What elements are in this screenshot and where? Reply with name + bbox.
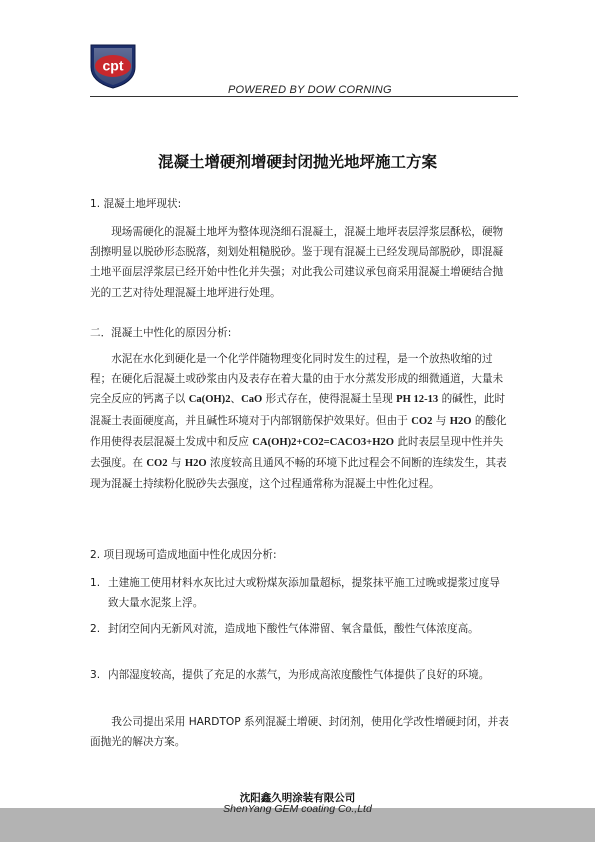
section-2-heading: 二．混凝土中性化的原因分析: bbox=[90, 327, 232, 339]
svg-text:cpt: cpt bbox=[102, 57, 124, 74]
list-item-number: 3. bbox=[90, 669, 101, 681]
section-1-heading: 1. 混凝土地坪现状: bbox=[90, 198, 182, 210]
closing-paragraph: 我公司提出采用 HARDTOP 系列混凝土增硬、封闭剂，使用化学改性增硬封闭，并表面抛光的解决方案。 bbox=[90, 716, 509, 749]
list-item: 封闭空间内无新风对流，造成地下酸性气体滞留、氧含量低，酸性气体浓度高。 bbox=[108, 623, 479, 635]
footer-company-cn: 沈阳鑫久明涂装有限公司 bbox=[239, 792, 356, 804]
footer-company-en: ShenYang GEM coating Co.,Ltd bbox=[223, 803, 372, 815]
document-title: 混凝土增硬剂增硬封闭抛光地坪施工方案 bbox=[157, 153, 437, 171]
list-item: 土建施工使用材料水灰比过大或粉煤灰添加量超标，提浆抹平施工过晚或提浆过度导致大量水泥浆上浮。 bbox=[108, 577, 500, 610]
section-3-heading: 2. 项目现场可造成地面中性化成因分析: bbox=[90, 549, 277, 561]
section-2-paragraph: 水泥在水化到硬化是一个化学伴随物理变化同时发生的过程，是一个放热收缩的过程；在硬化后混凝土或砂浆由内及表存在着大量的由于水分蒸发形成的细微通道，大量未完全反应的钙离子以 Ca(OH)2、CaO 形式存在，使得混凝土呈现 PH 12-13 的碱性，此时混凝土表面硬度高，并且碱性环境对于内部钢筋保护效果好。但由于 CO2 与 H2O 的酸化作用使得表层混凝土发成中和反应 CA(OH)2+CO2=CACO3+H2O 此时表层呈现中性并失去强度。在 CO2 与 H2O 浓度较高且通风不畅的环境下此过程会不间断的连续发生，其表现为混凝土持续粉化脱砂失去强度，这个过程通常称为混凝土中性化过程。 bbox=[90, 353, 507, 491]
list-item-number: 1. bbox=[90, 577, 101, 589]
section-1-paragraph: 现场需硬化的混凝土地坪为整体现浇细石混凝土，混凝土地坪表层浮浆层酥松，硬物刮擦明显以脱砂形态脱落，刻划处粗糙脱砂。鉴于现有混凝土已经发现局部脱砂，即混凝土地平面层浮浆层已经开始中性化并失强；对此我公司建议承包商采用混凝土增硬结合抛光的工艺对待处理混凝土地坪进行处理。 bbox=[90, 226, 504, 299]
list-item: 内部湿度较高，提供了充足的水蒸气，为形成高浓度酸性气体提供了良好的环境。 bbox=[108, 669, 490, 681]
header-divider bbox=[90, 96, 518, 97]
cpt-logo bbox=[88, 41, 138, 89]
powered-by-text: POWERED BY DOW CORNING bbox=[228, 84, 392, 96]
list-item-number: 2. bbox=[90, 623, 101, 635]
